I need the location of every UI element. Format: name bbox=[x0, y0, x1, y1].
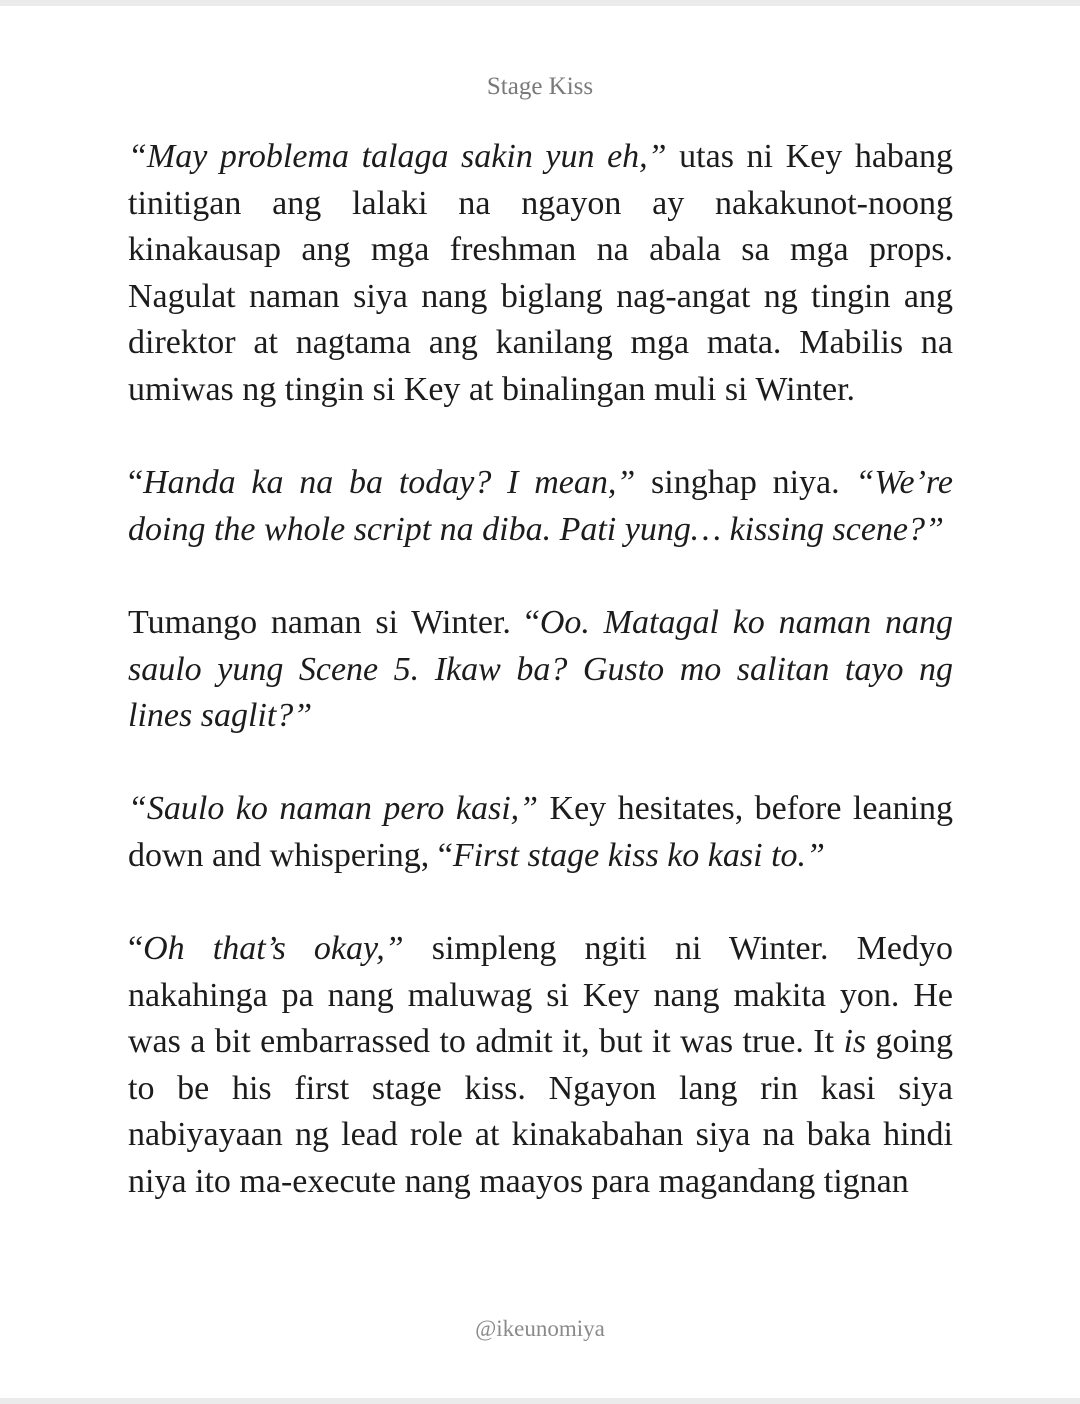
paragraph-2-segment-3: singhap niya. bbox=[635, 464, 856, 502]
author-handle: @ikeunomiya bbox=[475, 1316, 605, 1341]
paragraph-5-segment-5: going to be his first stage kiss. Ngayon lang rin kasi siya nabiyayaan ng lead role at kinakabahan siya na baka hindi niya ito ma-execute nang maayos para magandang tignan bbox=[128, 1023, 953, 1201]
document-page bbox=[0, 6, 1080, 1398]
paragraph-2-segment-1: “ bbox=[128, 464, 144, 502]
paragraph-1 bbox=[128, 134, 953, 414]
paragraph-4 bbox=[128, 786, 953, 879]
paragraph-4-segment-3: First stage kiss ko kasi to.” bbox=[452, 836, 825, 874]
page-header-title: Stage Kiss bbox=[486, 73, 594, 100]
paragraph-1-segment-1: “May problema talaga sakin yun eh,” bbox=[128, 138, 667, 175]
paragraph-3-segment-1: Tumango naman si Winter. “ bbox=[128, 603, 540, 641]
paragraph-5-segment-1: “ bbox=[128, 930, 144, 968]
paragraph-5-segment-3: simpleng ngiti ni Winter. Medyo nakahinga pa nang maluwag si Key nang makita yon. He was a bit embarrassed to admit it, but it was true. It bbox=[128, 930, 953, 1061]
paragraph-5-segment-2: Oh that’s okay,” bbox=[143, 930, 404, 968]
paragraph-4-segment-2: Key hesitates, before leaning down and whispering, “ bbox=[128, 790, 953, 874]
paragraph-3 bbox=[128, 600, 953, 740]
paragraph-2-segment-4: “We’re doing the whole script na diba. Pati yung… kissing scene?” bbox=[128, 464, 953, 548]
paragraph-2-segment-2: Handa ka na ba today? I mean,” bbox=[143, 464, 636, 502]
paragraph-4-segment-1: “Saulo ko naman pero kasi,” bbox=[128, 790, 539, 828]
paragraph-5-segment-4: is bbox=[843, 1023, 867, 1061]
paragraph-3-segment-2: Oo. Matagal ko naman nang saulo yung Scene 5. Ikaw ba? Gusto mo salitan tayo ng lines saglit?” bbox=[128, 603, 953, 735]
paragraph-5 bbox=[128, 926, 953, 1206]
story-text bbox=[128, 134, 953, 1206]
paragraph-2 bbox=[128, 460, 953, 553]
paragraph-1-segment-2: utas ni Key habang tinitigan ang lalaki na ngayon ay nakakunot-noong kinakausap ang mga freshman na abala sa mga props. Nagulat naman siya nang biglang nag-angat ng tingin ang direktor at nagtama ang kanilang mga mata. Mabilis na umiwas ng tingin si Key at binalingan muli si Winter. bbox=[128, 138, 953, 408]
